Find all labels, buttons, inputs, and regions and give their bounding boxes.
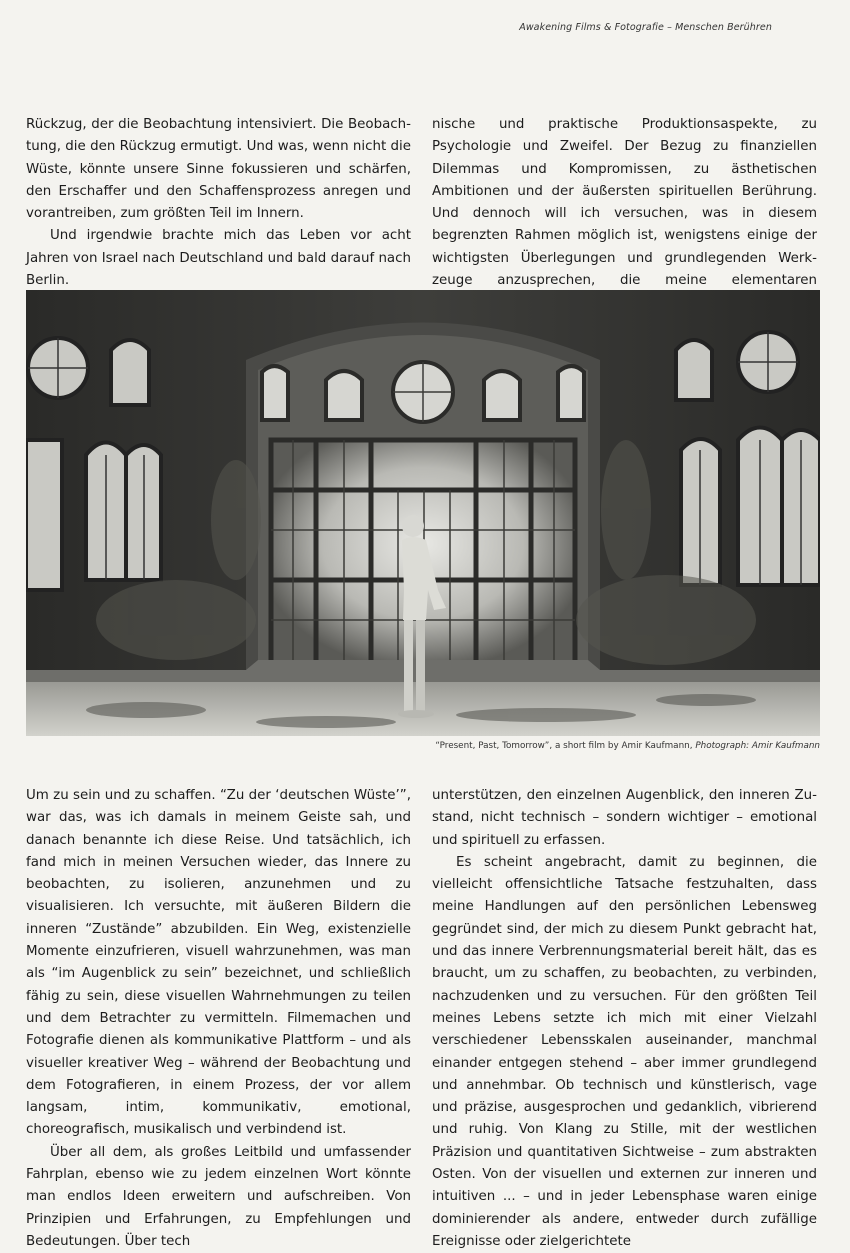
text-column-top-left xyxy=(26,114,411,292)
paragraph: Um zu sein und zu schaffen. “Zu der ‘deutschen Wüste’”, war das, was ich damals in meinem Geiste sah, und danach benannte ich diese Reise. Und tatsächlich, ich fand mich in meinen Versuchen wieder, das Innere zu beobachten, zu isolieren, anzunehmen und zu visualisieren. Ich versuchte, mit äußeren Bildern die inneren “Zustände” abzubilden. Ein Weg, existenzielle Momente einzufrieren, visuell wahrzunehmen, was man als “im Augenblick zu sein” bezeichnet, und schließlich fähig zu sein, diese visuellen Wahrnehmungen zu teilen und dem Betrachter zu vermitteln. Filmemachen und Fotografie dienen als kommunikative Plattform – und als visueller kreativer Weg – während der Beobachtung und dem Fotografieren, in einem Prozess, der vor allem langsam, intim, kommunikativ, emotional, choreografisch, musikalisch und verbindend ist. xyxy=(26,788,411,1138)
photo-caption xyxy=(435,741,820,751)
running-header: Awakening Films & Fotografie – Menschen Berühren xyxy=(519,22,772,33)
paragraph: Und irgendwie brachte mich das Leben vor acht Jahren von Israel nach Deutschland und bald darauf nach Berlin. xyxy=(26,228,411,289)
caption-credit: Photograph: Amir Kaufmann xyxy=(695,741,820,751)
caption-title: “Present, Past, Tomorrow”, a short film by Amir Kaufmann, xyxy=(435,741,696,751)
paragraph: unterstützen, den einzelnen Augenblick, den inneren Zustand, nicht technisch – sondern wichtiger – emotional und spirituell zu erfassen. xyxy=(432,788,817,848)
paragraph: Rückzug, der die Beobachtung intensiviert. Die Beobachtung, die den Rückzug ermutigt. Und was, wenn nicht die Wüste, könnte unsere Sinne fokussieren und schärfen, den Erschaffer und den Schaffensprozess anregen und vorantreiben, zum größten Teil im Innern. xyxy=(26,117,411,222)
paragraph: Es scheint angebracht, damit zu beginnen, die vielleicht offensichtliche Tatsache festzuhalten, dass meine Handlungen auf den persönlichen Lebensweg gegründet sind, der mich zu diesem Punkt gebracht hat, und das innere Verbrennungsmaterial bereit hält, das es braucht, um zu schaffen, zu beobachten, zu verbinden, nachzudenken und zu versuchen. Für den größten Teil meines Lebens setzte ich mich mit einer Vielzahl verschiedener Lebensskalen auseinander, manchmal einander entgegen stehend – aber immer grundlegend und annehmbar. Ob technisch und künstlerisch, vage und präzise, ausgesprochen und gedanklich, vibrierend und ruhig. Von Klang zu Stille, mit der westlichen Präzision und quantitativen Sichtweise – zum abstrakten Osten. Von der visuellen und externen zur inneren und intuitiven ... – und in jeder Lebensphase waren einige dominierender als andere, entweder durch zufällige Ereignisse oder zielgerichtete xyxy=(432,854,817,1249)
text-column-bottom-left xyxy=(26,785,411,1253)
paragraph: nische und praktische Produktionsaspekte, zu Psychologie und Zweifel. Der Bezug zu finanziellen Dilemmas und Kompromissen, zu ästhetischen Ambitionen und der äußersten spirituellen Berührung. Und dennoch will ich versuchen, was in diesem begrenzten Rahmen möglich ist, wenigstens einige der wichtigsten Überlegungen und grundlegenden Werkzeuge anzusprechen, die meine elementaren xyxy=(432,117,817,289)
text-column-bottom-right xyxy=(432,785,817,1253)
text-column-top-right xyxy=(432,114,817,315)
paragraph: Über all dem, als großes Leitbild und umfassender Fahrplan, ebenso wie zu jedem einzelnen Wort könnte man endlos Ideen erweitern und aufschreiben. Von Prinzipien und Erfahrungen, zu Empfehlungen und Bedeutungen. Über tech xyxy=(26,1144,411,1249)
photograph-abandoned-hall xyxy=(26,290,820,736)
